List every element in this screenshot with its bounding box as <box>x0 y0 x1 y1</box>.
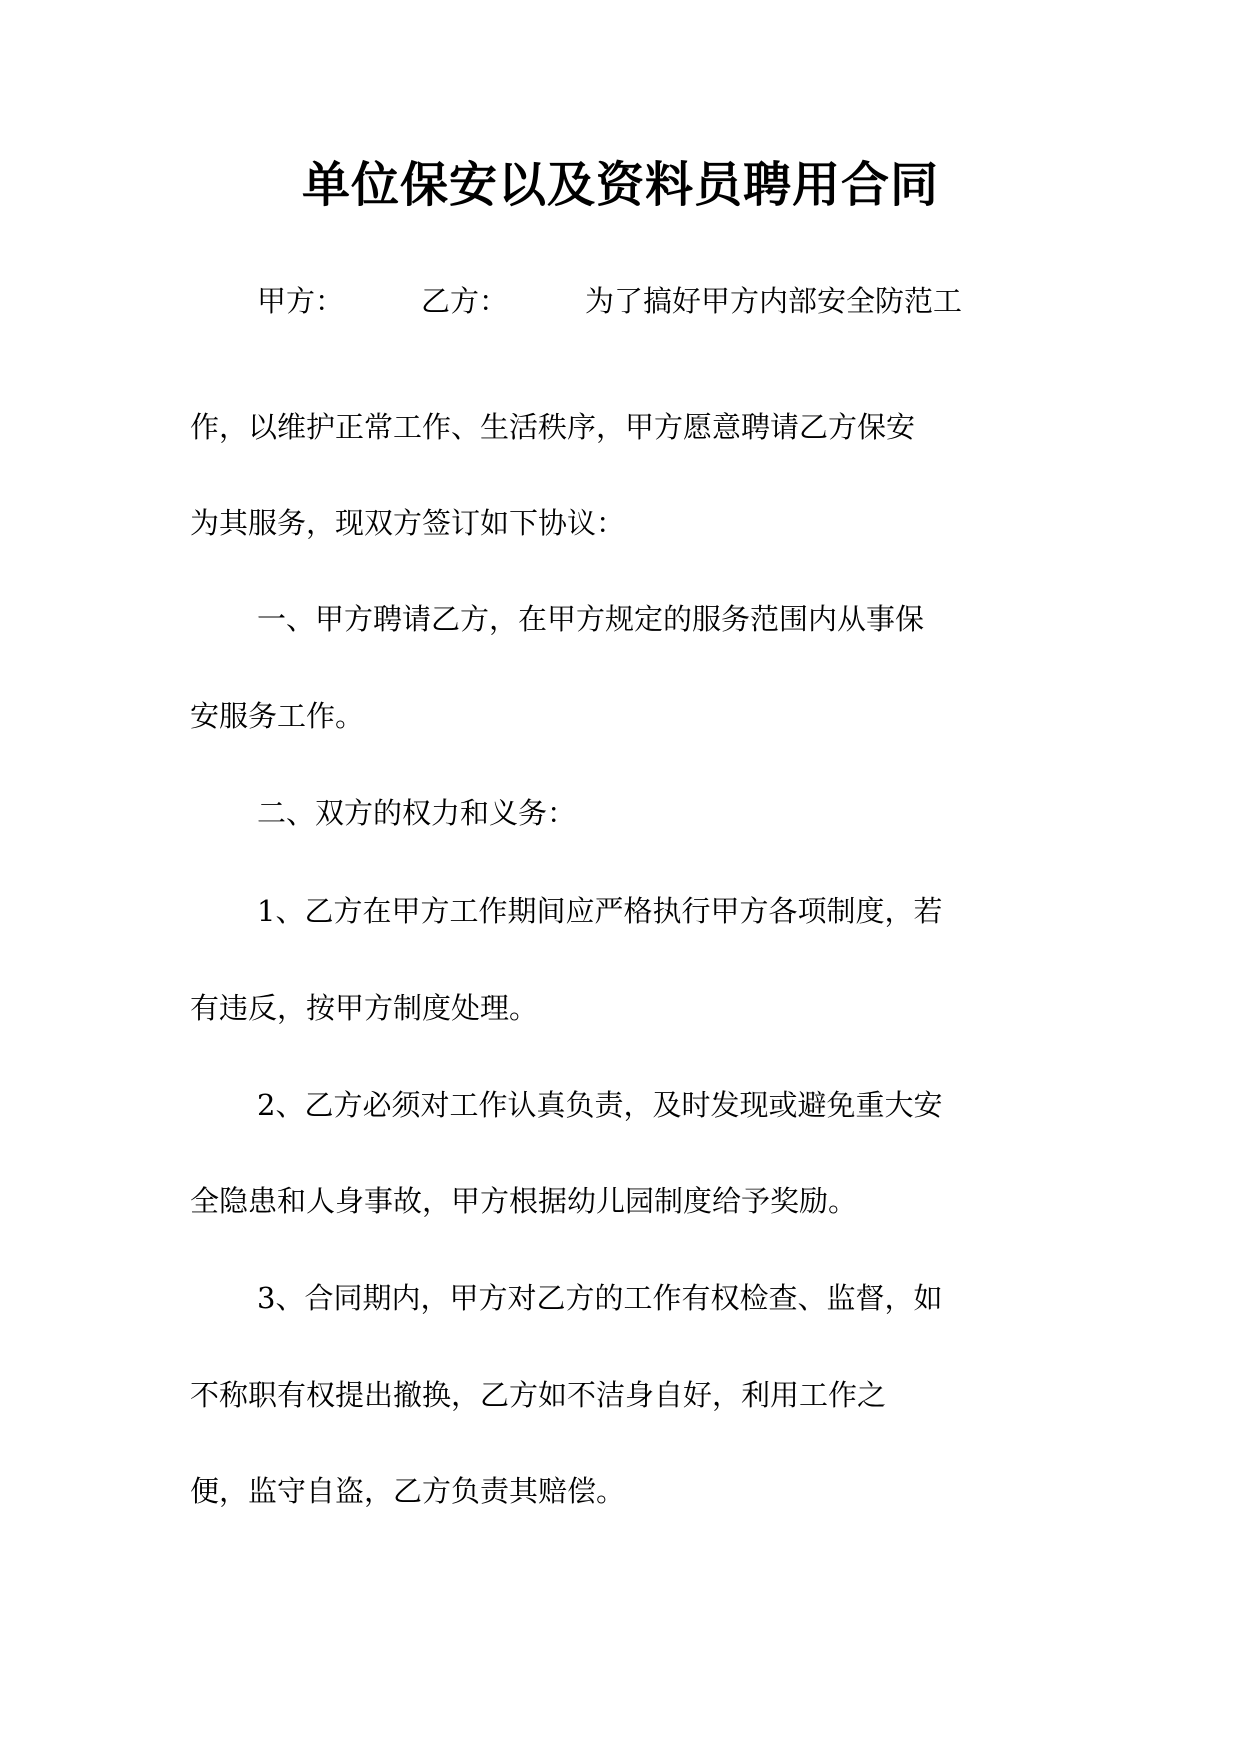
document-title: 单位保安以及资料员聘用合同 <box>301 157 939 213</box>
clause-item-line: 有违反，按甲方制度处理。 <box>190 991 539 1025</box>
party-b-label: 乙方： <box>421 284 509 318</box>
intro-line: 作，以维护正常工作、生活秩序，甲方愿意聘请乙方保安 <box>190 410 916 444</box>
clause-item-line: 便，监守自盗，乙方负责其赔偿。 <box>190 1474 626 1508</box>
clause-item-line: 全隐患和人身事故，甲方根据幼儿园制度给予奖励。 <box>190 1184 858 1218</box>
clause-item-line: 2、乙方必须对工作认真负责，及时发现或避免重大安 <box>257 1088 943 1122</box>
clause-heading: 二、双方的权力和义务： <box>257 796 577 830</box>
clause-line: 一、甲方聘请乙方，在甲方规定的服务范围内从事保 <box>257 602 925 636</box>
clause-line: 安服务工作。 <box>190 699 365 733</box>
intro-line: 为其服务，现双方签订如下协议： <box>190 506 626 540</box>
party-a-label: 甲方： <box>257 284 345 318</box>
clause-item-line: 不称职有权提出撤换，乙方如不洁身自好，利用工作之 <box>190 1378 887 1412</box>
clause-item-line: 3、合同期内，甲方对乙方的工作有权检查、监督，如 <box>257 1281 943 1315</box>
clause-item-line: 1、乙方在甲方工作期间应严格执行甲方各项制度，若 <box>257 894 943 928</box>
intro-line: 为了搞好甲方内部安全防范工 <box>585 284 963 318</box>
